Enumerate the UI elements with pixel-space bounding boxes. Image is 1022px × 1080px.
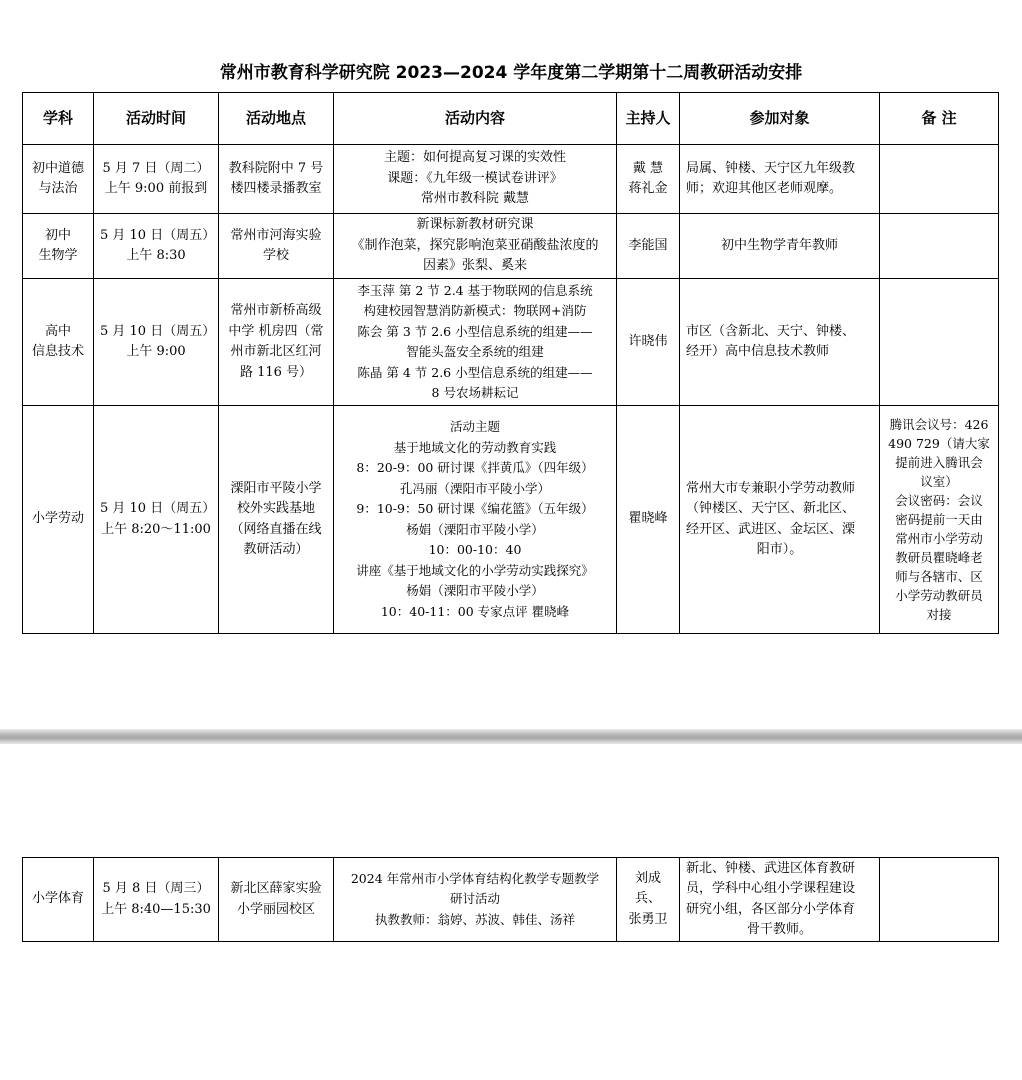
line: 高中 — [44, 323, 71, 339]
line: 初中道德 — [31, 160, 84, 176]
line: 杨娟（溧阳市平陵小学） — [406, 521, 544, 537]
line: 初中 — [44, 227, 71, 243]
cell-notes — [880, 214, 999, 279]
cell-participants — [680, 214, 880, 279]
line: 常州市小学劳动 — [895, 531, 983, 546]
cell-content — [334, 145, 617, 214]
line: 师与各辖市、区 — [895, 569, 983, 584]
cell-notes — [880, 406, 999, 634]
line: 刘成兵、 — [634, 870, 661, 907]
line: 初中生物学青年教师 — [720, 237, 838, 253]
cell-time — [94, 858, 219, 942]
line: 8：20-9：00 研讨课《拌黄瓜》（四年级） — [356, 460, 594, 475]
header-participants: 参加对象 — [680, 93, 880, 145]
line: 上午 9:00 — [126, 344, 186, 359]
line: 学校 — [262, 248, 289, 263]
line: 上午 8:20～11:00 — [101, 521, 211, 537]
line: 对接 — [926, 607, 952, 622]
line: 常州市河海实验 — [230, 227, 322, 243]
cell-time — [94, 145, 219, 214]
cell-content — [334, 214, 617, 279]
header-content: 活动内容 — [334, 93, 617, 145]
header-host: 主持人 — [617, 93, 680, 145]
line: 提前进入腾讯会 — [895, 455, 983, 470]
line: （网络直播在线 — [230, 521, 322, 537]
cell-content — [334, 406, 617, 634]
cell-host — [617, 145, 680, 214]
line: 8 号农场耕耘记 — [431, 385, 519, 400]
cell-subject — [23, 214, 94, 279]
cell-host — [617, 406, 680, 634]
cell-host — [617, 858, 680, 942]
line: 教科院附中 7 号 — [228, 160, 324, 176]
cell-host — [617, 279, 680, 406]
table-row — [23, 406, 999, 634]
line: 活动主题 — [449, 419, 500, 434]
line: 常州市新桥高级 — [230, 303, 322, 318]
line: 新北区薛家实验 — [230, 881, 322, 896]
line: 基于地域文化的劳动教育实践 — [393, 439, 557, 455]
line: 新北、钟楼、武进区体育教研 — [686, 860, 856, 876]
line: 小学体育 — [31, 891, 84, 907]
line: （钟楼区、天宁区、新北区、 — [686, 501, 856, 516]
line: 杨娟（溧阳市平陵小学） — [406, 583, 544, 598]
cell-subject — [23, 279, 94, 406]
line: 教研员瞿晓峰老 — [895, 550, 983, 565]
line: 李玉萍 第 2 节 2.4 基于物联网的信息系统 — [357, 282, 593, 298]
cell-participants — [680, 279, 880, 406]
cell-content — [334, 279, 617, 406]
table-row — [23, 145, 999, 214]
line: 溧阳市平陵小学 — [230, 480, 322, 496]
line: 孔冯丽（溧阳市平陵小学） — [399, 480, 550, 496]
line: 经开区、武进区、金坛区、溧 — [686, 521, 856, 537]
cell-notes — [880, 279, 999, 406]
line: 腾讯会议号：426 — [889, 417, 989, 432]
line: 议室） — [920, 474, 958, 489]
cell-location — [219, 858, 334, 942]
line: 生物学 — [38, 248, 78, 263]
line: 5 月 8 日（周三） — [102, 881, 210, 896]
line: 常州大市专兼职小学劳动教师 — [686, 480, 856, 496]
line: 州市新北区红河 — [230, 344, 322, 359]
cell-participants — [680, 858, 880, 942]
header-time: 活动时间 — [94, 93, 219, 145]
line: 小学劳动 — [31, 511, 84, 527]
cell-subject — [23, 406, 94, 634]
line: 智能头盔安全系统的组建 — [406, 344, 544, 359]
cell-notes — [880, 858, 999, 942]
header-location: 活动地点 — [219, 93, 334, 145]
cell-location — [219, 214, 334, 279]
line: 常州市教科院 戴慧 — [420, 191, 530, 207]
line: 执教教师：翁婷、苏波、韩佳、汤祥 — [374, 911, 575, 927]
line: 校外实践基地 — [236, 501, 315, 516]
line: 5 月 10 日（周五） — [100, 227, 216, 243]
line: 经开）高中信息技术教师 — [686, 344, 830, 359]
table-row — [23, 279, 999, 406]
cell-time — [94, 406, 219, 634]
line: 张勇卫 — [628, 911, 668, 927]
page-title: 常州市教育科学研究院 2023—2024 学年度第二学期第十二周教研活动安排 — [219, 63, 803, 83]
cell-subject — [23, 145, 94, 214]
line: 会议密码：会议 — [895, 493, 983, 508]
cell-content — [334, 858, 617, 942]
line: 蒋礼金 — [628, 181, 668, 196]
schedule-table-continued — [22, 857, 999, 942]
line: 员，学科中心组小学课程建设 — [686, 881, 856, 896]
cell-participants — [680, 406, 880, 634]
page-break-divider — [0, 729, 1022, 744]
line: 上午 9:00 前报到 — [104, 181, 208, 196]
line: 师；欢迎其他区老师观摩。 — [686, 181, 843, 196]
line: 主题：如何提高复习课的实效性 — [383, 150, 566, 166]
line: 小学劳动教研员 — [895, 588, 983, 603]
line: 陈会 第 3 节 2.6 小型信息系统的组建—— — [357, 323, 593, 339]
line: 研究小组，各区部分小学体育 — [686, 901, 856, 917]
line: 讲座《基于地域文化的小学劳动实践探究》 — [356, 562, 594, 578]
line: 《制作泡菜，探究影响泡菜亚硝酸盐浓度的 — [351, 237, 599, 253]
line: 上午 8:40—15:30 — [101, 901, 211, 917]
line: 因素》张梨、奚来 — [422, 258, 527, 274]
line: 路 116 号） — [239, 364, 313, 380]
header-subject: 学科 — [23, 93, 94, 145]
line: 研讨活动 — [449, 891, 500, 907]
cell-location — [219, 145, 334, 214]
line: 新课标新教材研究课 — [416, 217, 534, 233]
line: 小学丽园校区 — [236, 901, 315, 917]
table-row — [23, 858, 999, 942]
line: 5 月 10 日（周五） — [100, 501, 216, 516]
line: 10：00-10：40 — [428, 542, 522, 557]
line: 市区（含新北、天宁、钟楼、 — [686, 323, 856, 339]
line: 5 月 7 日（周二） — [102, 160, 210, 176]
cell-location — [219, 406, 334, 634]
line: 构建校园智慧消防新模式：物联网+消防 — [363, 303, 587, 318]
cell-location — [219, 279, 334, 406]
cell-participants — [680, 145, 880, 214]
cell-notes — [880, 145, 999, 214]
line: 密码提前一天由 — [895, 512, 983, 527]
schedule-table — [22, 92, 999, 634]
line: 5 月 10 日（周五） — [100, 323, 216, 339]
line: 与法治 — [38, 181, 78, 196]
header-row — [23, 93, 999, 145]
line: 李能国 — [628, 237, 668, 253]
line: 陈晶 第 4 节 2.6 小型信息系统的组建—— — [357, 364, 593, 380]
line: 骨干教师。 — [746, 922, 812, 937]
cell-time — [94, 279, 219, 406]
line: 瞿晓峰 — [628, 511, 668, 527]
line: 10：40-11：00 专家点评 瞿晓峰 — [380, 603, 570, 619]
line: 上午 8:30 — [126, 248, 186, 263]
cell-subject — [23, 858, 94, 942]
line: 局属、钟楼、天宁区九年级教 — [686, 160, 856, 176]
line: 许晓伟 — [628, 333, 668, 349]
line: 中学 机房四（常 — [228, 323, 324, 339]
cell-host — [617, 214, 680, 279]
table-row — [23, 214, 999, 279]
line: 楼四楼录播教室 — [230, 181, 322, 196]
line: 9：10-9：50 研讨课《编花篮》（五年级） — [356, 501, 594, 516]
line: 课题：《九年级一模试卷讲评》 — [387, 170, 563, 186]
line: 2024 年常州市小学体育结构化教学专题教学 — [350, 870, 600, 886]
header-notes: 备 注 — [880, 93, 999, 145]
line: 阳市）。 — [756, 542, 803, 557]
line: 信息技术 — [31, 344, 84, 359]
line: 教研活动） — [243, 542, 309, 557]
cell-time — [94, 214, 219, 279]
line: 490 729（请大家 — [888, 436, 990, 451]
line: 戴 慧 — [632, 160, 664, 176]
